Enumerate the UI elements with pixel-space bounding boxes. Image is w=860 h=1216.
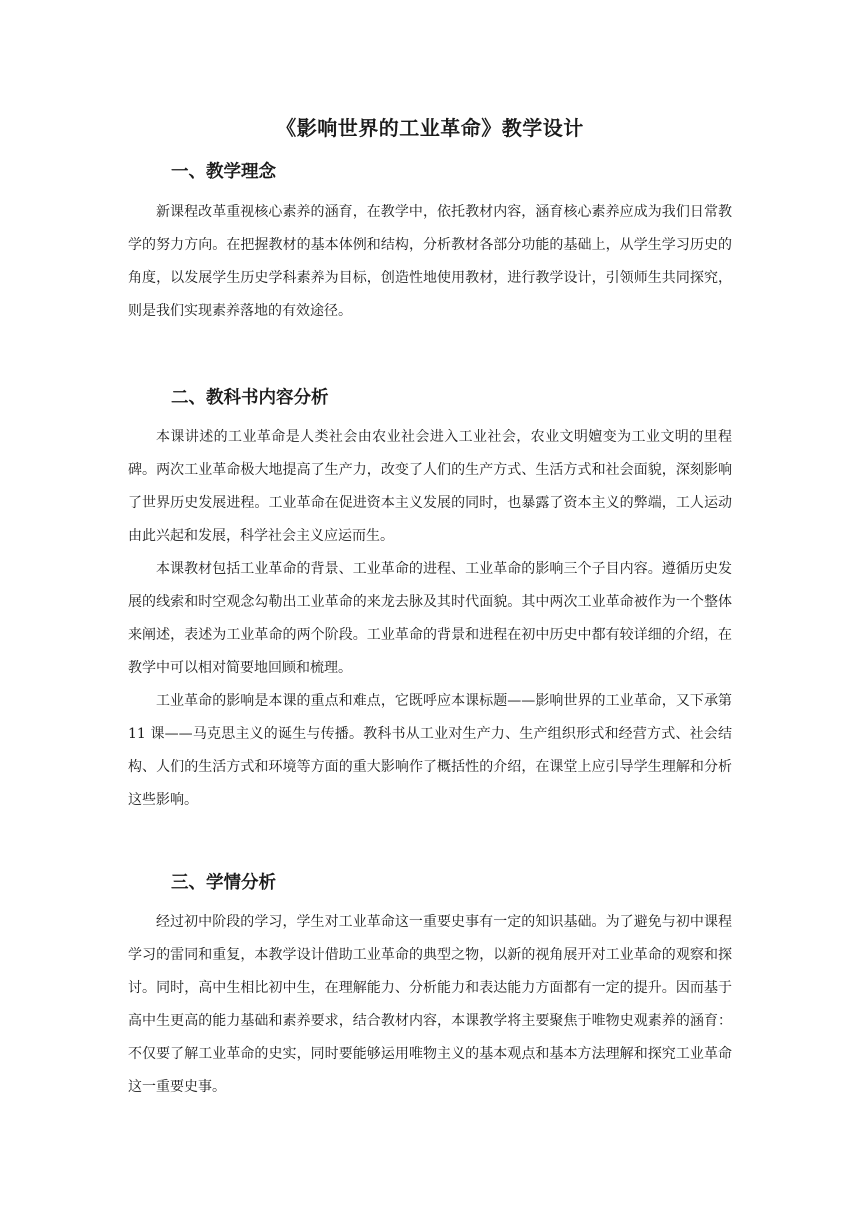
- paragraph-textbook-analysis-3: 工业革命的影响是本课的重点和难点，它既呼应本课标题——影响世界的工业革命，又下承第 11 课——马克思主义的诞生与传播。教科书从工业对生产力、生产组织形式和经营方式、社会结构、人们的生活方式和环境等方面的重大影响作了概括性的介绍，在课堂上应引导学生理解和分析这些影响。: [128, 693, 732, 808]
- paragraph-textbook-analysis-2: 本课教材包括工业革命的背景、工业革命的进程、工业革命的影响三个子目内容。遵循历史发展的线索和时空观念勾勒出工业革命的来龙去脉及其时代面貌。其中两次工业革命被作为一个整体来阐述，表述为工业革命的两个阶段。工业革命的背景和进程在初中历史中都有较详细的介绍，在教学中可以相对简要地回顾和梳理。: [128, 561, 732, 676]
- paragraph-student-analysis: 经过初中阶段的学习，学生对工业革命这一重要史事有一定的知识基础。为了避免与初中课程学习的雷同和重复，本教学设计借助工业革命的典型之物，以新的视角展开对工业革命的观察和探讨。同时，高中生相比初中生，在理解能力、分析能力和表达能力方面都有一定的提升。因而基于高中生更高的能力基础和素养要求，结合教材内容，本课教学将主要聚焦于唯物史观素养的涵育：不仅要了解工业革命的史实，同时要能够运用唯物主义的基本观点和基本方法理解和探究工业革命这一重要史事。: [128, 914, 732, 1095]
- paragraph-teaching-philosophy: 新课程改革重视核心素养的涵育，在教学中，依托教材内容，涵育核心素养应成为我们日常教学的努力方向。在把握教材的基本体例和结构，分析教材各部分功能的基础上，从学生学习历史的角度，以发展学生历史学科素养为目标，创造性地使用教材，进行教学设计，引领师生共同探究，则是我们实现素养落地的有效途径。: [128, 204, 732, 319]
- paragraph-textbook-analysis-1: 本课讲述的工业革命是人类社会由农业社会进入工业社会，农业文明嬗变为工业文明的里程碑。两次工业革命极大地提高了生产力，改变了人们的生产方式、生活方式和社会面貌，深刻影响了世界历史发展进程。工业革命在促进资本主义发展的同时，也暴露了资本主义的弊端，工人运动由此兴起和发展，科学社会主义应运而生。: [128, 429, 732, 544]
- document-title: 《影响世界的工业革命》教学设计: [276, 116, 584, 140]
- section-heading-teaching-philosophy: 一、教学理念: [171, 162, 276, 182]
- section-heading-textbook-analysis: 二、教科书内容分析: [171, 388, 329, 408]
- section-heading-student-analysis: 三、学情分析: [171, 873, 276, 893]
